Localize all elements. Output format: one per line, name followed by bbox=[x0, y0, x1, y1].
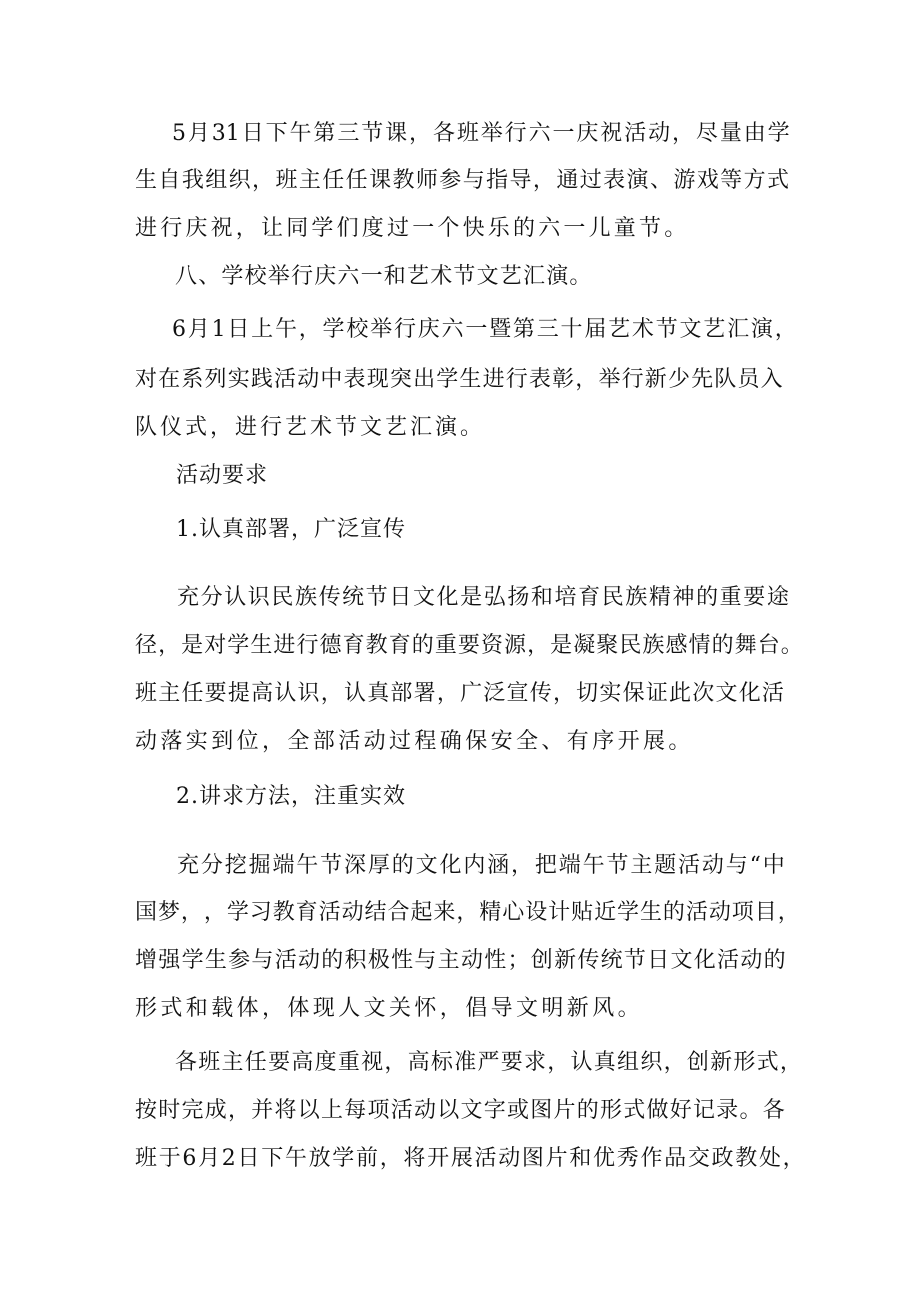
para2-line2: 对 在 系 列 实 践 活 动 中 表 现 突 出 学 生 进 行 表 彰 ， 举 行 新 少 先 队 员 入 bbox=[135, 367, 783, 392]
section-8-heading: 八、学校举行庆六一和艺术节文艺汇演。 bbox=[175, 264, 593, 289]
para5-line3: 班 于 6 月 2 日 下 午 放 学 前 ， 将 开 展 活 动 图 片 和 优 秀 作 品 交 政 教 处 ， bbox=[135, 1146, 805, 1171]
para4-line1: 充 分 挖 掘 端 午 节 深 厚 的 文 化 内 涵 ， 把 端 午 节 主 题 活 动 与 “ 中 bbox=[177, 853, 785, 878]
requirement-1-heading: 1.认真部署，广泛宣传 bbox=[176, 517, 406, 542]
para2-line1: 6 月 1 日 上 午 ， 学 校 举 行 庆 六 一 暨 第 三 十 届 艺 术 节 文 艺 汇 演 ， bbox=[172, 317, 797, 342]
para4-line2: 国 梦 ， ， 学 习 教 育 活 动 结 合 起 来 ， 精 心 设 计 贴 近 学 生 的 活 动 项 目 ， bbox=[135, 900, 800, 925]
para3-line3: 班 主 任 要 提 高 认 识 ， 认 真 部 署 ， 广 泛 宣 传 ， 切 实 保 证 此 次 文 化 活 bbox=[135, 681, 784, 706]
para5-line1: 各 班 主 任 要 高 度 重 视 ， 高 标 准 严 要 求 ， 认 真 组 织 ， 创 新 形 式 ， bbox=[175, 1050, 802, 1075]
para1-line3: 进行庆祝，让同学们度过一个快乐的六一儿童节。 bbox=[135, 216, 690, 241]
para4-line4: 形式和载体，体现人文关怀，倡导文明新风。 bbox=[135, 996, 644, 1021]
para3-line4: 动落实到位，全部活动过程确保安全、有序开展。 bbox=[135, 729, 694, 754]
para3-line1: 充 分 认 识 民 族 传 统 节 日 文 化 是 弘 扬 和 培 育 民 族 精 神 的 重 要 途 bbox=[177, 585, 789, 610]
para1-line1: 5 月 31 日 下 午 第 三 节 课 ， 各 班 举 行 六 一 庆 祝 活 动 ， 尽 量 由 学 bbox=[172, 121, 790, 146]
para3-line2: 径 ， 是 对 学 生 进 行 德 育 教 育 的 重 要 资 源 ， 是 凝 聚 民 族 感 情 的 舞 台 。 bbox=[135, 633, 803, 658]
para2-line3: 队仪式，进行艺术节文艺汇演。 bbox=[135, 415, 486, 440]
para4-line3: 增 强 学 生 参 与 活 动 的 积 极 性 与 主 动 性 ； 创 新 传 统 节 日 文 化 活 动 的 bbox=[135, 948, 786, 973]
requirements-heading: 活动要求 bbox=[176, 463, 269, 488]
requirement-2-heading: 2.讲求方法，注重实效 bbox=[176, 784, 406, 809]
para5-line2: 按 时 完 成 ， 并 将 以 上 每 项 活 动 以 文 字 或 图 片 的 形 式 做 好 记 录 。 各 bbox=[135, 1098, 785, 1123]
para1-line2: 生 自 我 组 织 ， 班 主 任 任 课 教 师 参 与 指 导 ， 通 过 表 演 、 游 戏 等 方 式 bbox=[135, 168, 789, 193]
